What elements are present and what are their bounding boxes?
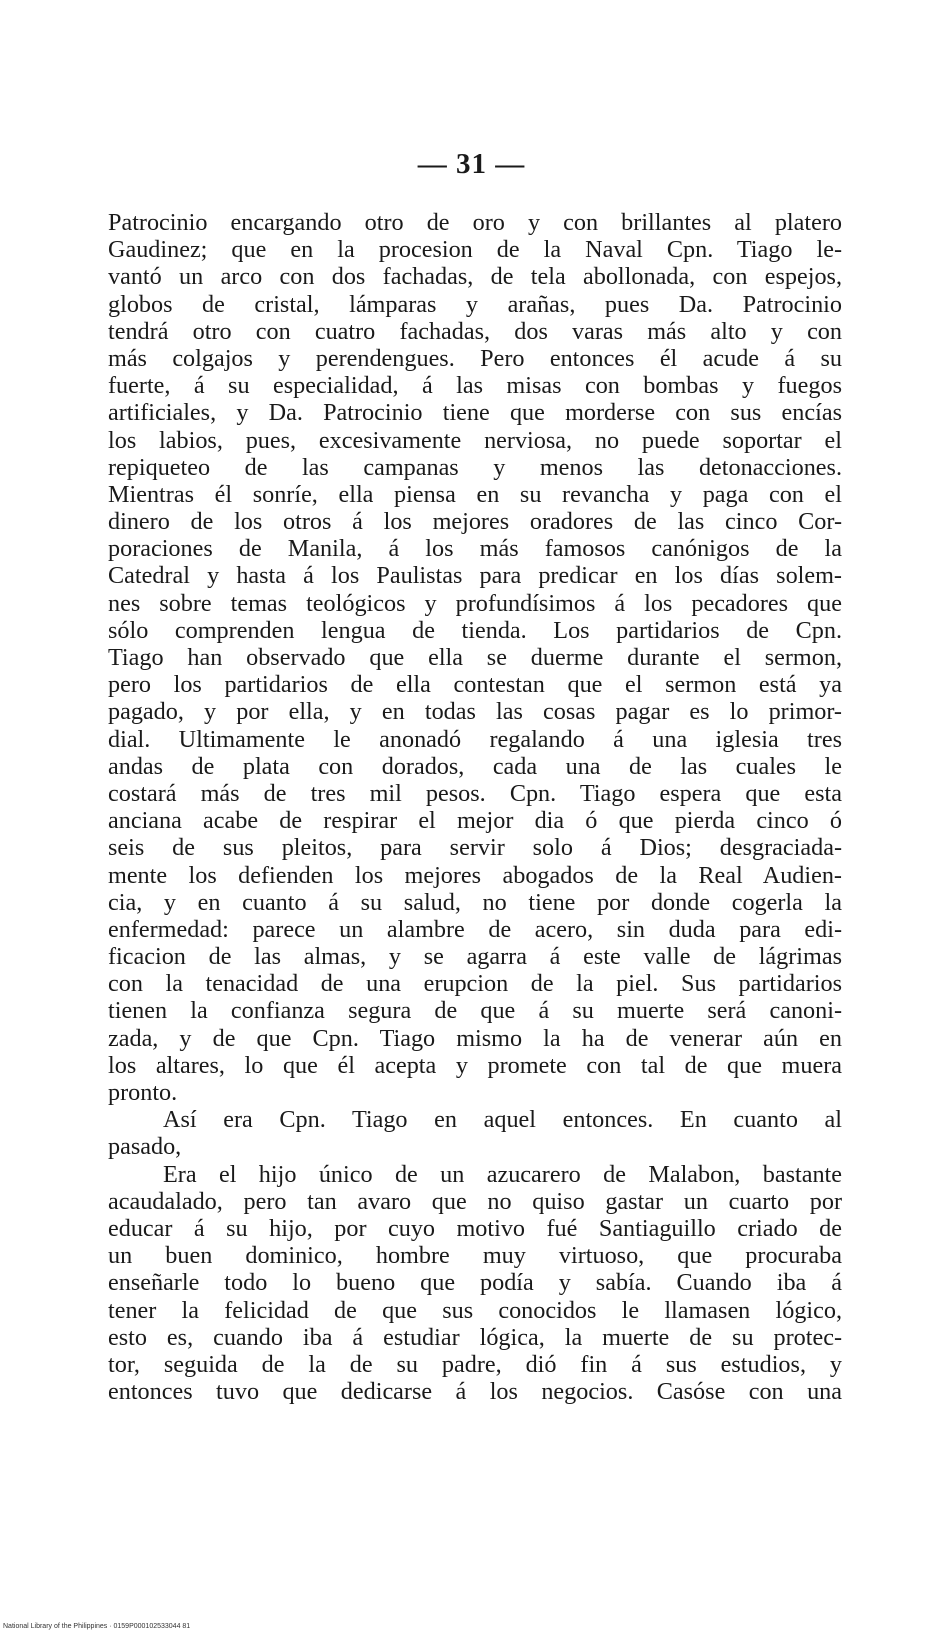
text-line: dinero de los otros á los mejores oradores de las cinco Cor- [108,508,842,536]
text-line: Catedral y hasta á los Paulistas para predicar en los días solem- [108,562,842,590]
text-line: nes sobre temas teológicos y profundísimos á los pecadores que [108,589,842,617]
text-line: Gaudinez; que en la procesion de la Naval Cpn. Tiago le- [108,236,842,264]
text-line: pronto. [108,1079,178,1106]
text-line: andas de plata con dorados, cada una de las cuales le [108,752,842,780]
text-line: vantó un arco con dos fachadas, de tela abollonada, con espejos, [108,263,842,291]
text-line: los altares, lo que él acepta y promete con tal de que muera [108,1051,842,1079]
text-line: con la tenacidad de una erupcion de la piel. Sus partidarios [108,970,842,998]
text-line: más colgajos y perendengues. Pero entonces él acude á su [108,344,842,372]
text-line: Patrocinio encargando otro de oro y con brillantes al platero [108,209,842,236]
text-line: los labios, pues, excesivamente nerviosa, no puede soportar el [108,426,842,454]
text-line: seis de sus pleitos, para servir solo á Dios; desgraciada- [108,834,842,862]
text-line: ficacion de las almas, y se agarra á este valle de lágrimas [108,943,842,971]
text-line: enfermedad: parece un alambre de acero, sin duda para edi- [108,915,842,943]
text-line: sólo comprenden lengua de tienda. Los partidarios de Cpn. [108,616,842,644]
text-line: mente los defienden los mejores abogados de la Real Audien- [108,861,842,889]
text-line: anciana acabe de respirar el mejor dia ó que pierda cinco ó [108,807,842,835]
scan-footer: National Library of the Philippines · 0159P000102533044 81 [3,1623,191,1630]
text-line: pero los partidarios de ella contestan que el sermon está ya [108,671,842,699]
text-line: tendrá otro con cuatro fachadas, dos varas más alto y con [108,317,842,345]
text-line: pagado, y por ella, y en todas las cosas pagar es lo primor- [108,698,842,726]
text-line: dial. Ultimamente le anonadó regalando á una iglesia tres [108,725,842,753]
body-text [108,209,842,1405]
text-line: entonces tuvo que dedicarse á los negocios. Casóse con una [108,1378,842,1406]
text-line: esto es, cuando iba á estudiar lógica, la muerte de su protec- [108,1323,842,1351]
text-line: zada, y de que Cpn. Tiago mismo la ha de venerar aún en [108,1024,842,1052]
text-line: tienen la confianza segura de que á su muerte será canoni- [108,997,842,1025]
text-line: tener la felicidad de que sus conocidos le llamasen lógico, [108,1296,842,1324]
text-line: Mientras él sonríe, ella piensa en su revancha y paga con el [108,480,842,508]
text-line: educar á su hijo, por cuyo motivo fué Santiaguillo criado de [108,1214,842,1242]
text-line: Así era Cpn. Tiago en aquel entonces. En cuanto al [163,1106,842,1134]
page-number: — 31 — [417,148,526,180]
text-line: artificiales, y Da. Patrocinio tiene que morderse con sus encías [108,399,842,427]
text-line: un buen dominico, hombre muy virtuoso, que procuraba [108,1242,842,1270]
text-line: Tiago han observado que ella se duerme durante el sermon, [108,644,842,671]
text-line: fuerte, á su especialidad, á las misas con bombas y fuegos [108,372,842,400]
text-line: acaudalado, pero tan avaro que no quiso gastar un cuarto por [108,1187,842,1215]
text-line: enseñarle todo lo bueno que podía y sabía. Cuando iba á [108,1269,842,1297]
text-line: tor, seguida de la de su padre, dió fin á sus estudios, y [108,1350,842,1378]
text-line: cia, y en cuanto á su salud, no tiene por donde cogerla la [108,888,842,916]
text-line: poraciones de Manila, á los más famosos canónigos de la [108,535,842,563]
text-line: globos de cristal, lámparas y arañas, pues Da. Patrocinio [108,290,842,318]
text-line: repiqueteo de las campanas y menos las detonacciones. [108,453,842,481]
text-line: costará más de tres mil pesos. Cpn. Tiago espera que esta [108,779,842,807]
text-line: Era el hijo único de un azucarero de Malabon, bastante [163,1160,842,1188]
text-line: pasado, [108,1133,182,1161]
